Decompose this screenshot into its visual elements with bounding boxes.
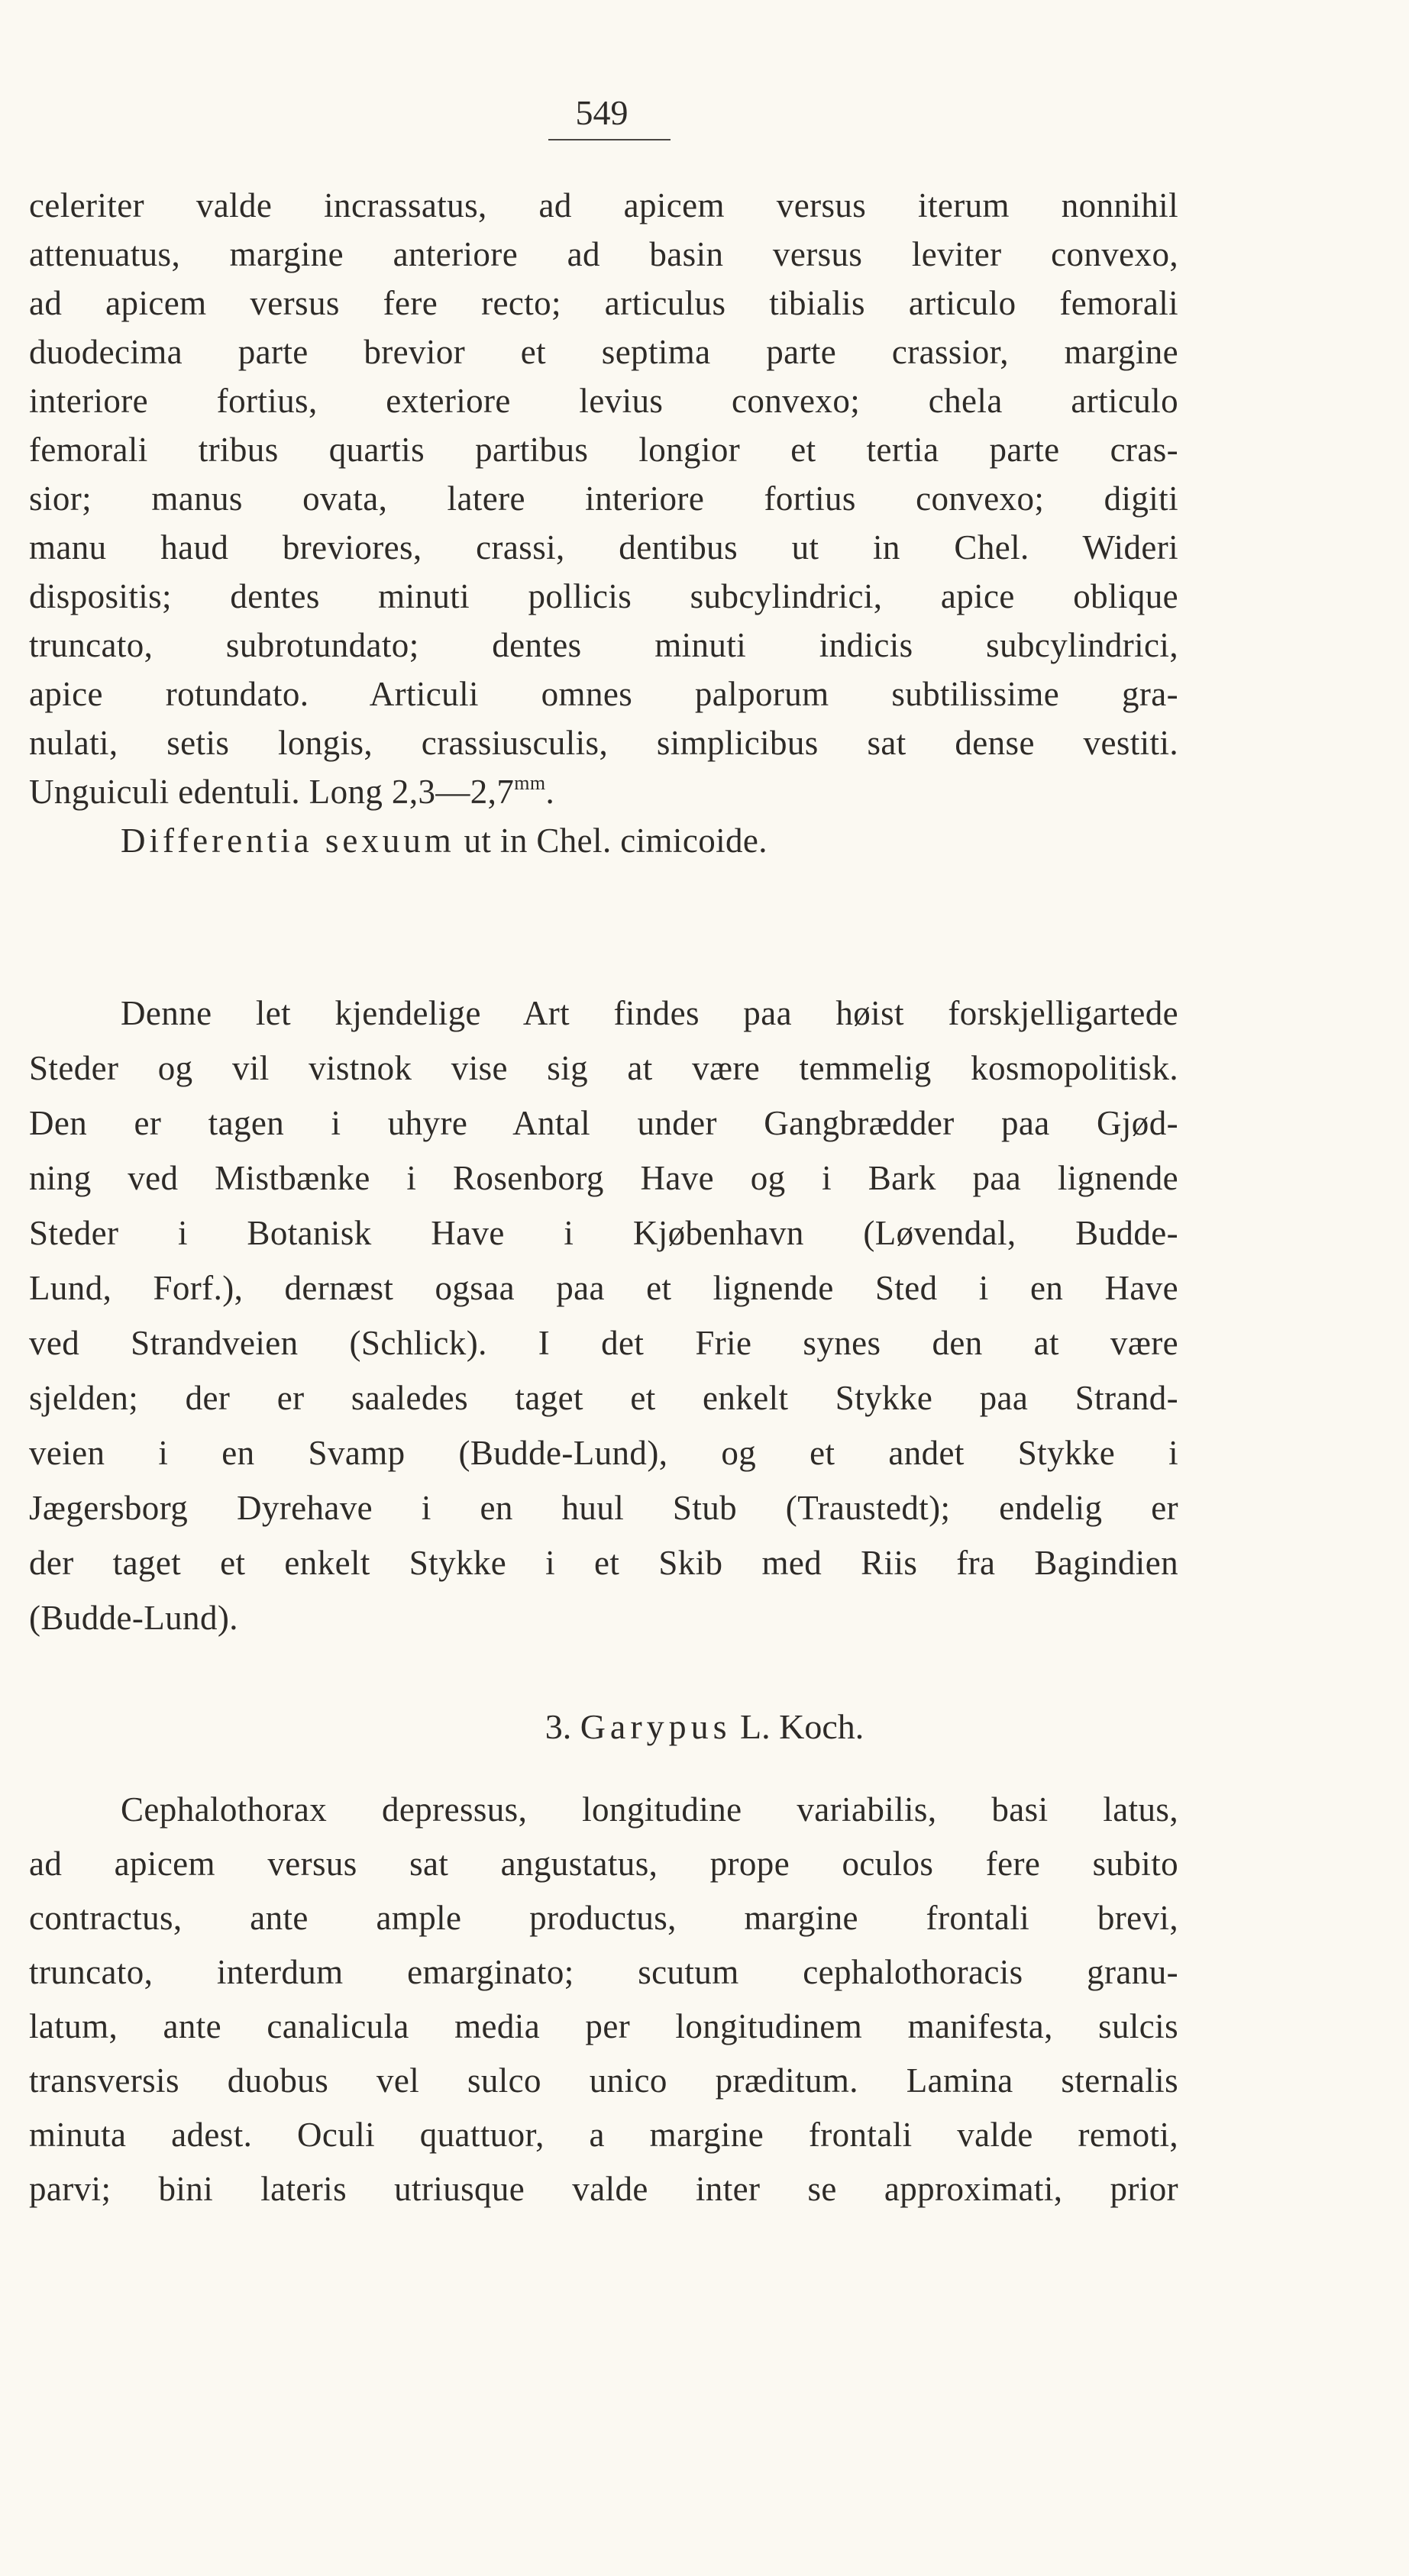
text-line: Steder og vil vistnok vise sig at være temmelig kosmopolitisk. [29,1049,1178,1087]
text-line: Lund, Forf.), dernæst ogsaa paa et lignende Sted i en Have [29,1269,1178,1307]
text-line: dispositis; dentes minuti pollicis subcylindrici, apice oblique [29,577,1178,615]
page-number-underline [548,139,671,140]
text-line: ad apicem versus fere recto; articulus tibialis articulo femorali [29,284,1178,322]
text-line: Steder i Botanisk Have i Kjøbenhavn (Løvendal, Budde- [29,1214,1178,1252]
text-line: ning ved Mistbænke i Rosenborg Have og i Bark paa lignende [29,1159,1178,1197]
text-line: (Budde-Lund). [29,1599,238,1637]
text-line: Den er tagen i uhyre Antal under Gangbrædder paa Gjød- [29,1104,1178,1142]
text-line: truncato, subrotundato; dentes minuti indicis subcylindrici, [29,626,1178,664]
text-line: contractus, ante ample productus, margine frontali brevi, [29,1899,1178,1937]
text-line: latum, ante canalicula media per longitudinem manifesta, sulcis [29,2007,1178,2045]
text-line: veien i en Svamp (Budde-Lund), og et andet Stykke i [29,1434,1178,1472]
measurement-end: . [545,773,555,811]
sexuum-rest-text: ut in Chel. cimicoide. [454,822,768,860]
section-number: 3. [545,1707,572,1746]
text-line: apice rotundato. Articuli omnes palporum subtilissime gra- [29,675,1178,713]
text-line: duodecima parte brevior et septima parte crassior, margine [29,333,1178,371]
page-number: 549 [575,93,629,132]
section-author: L. Koch. [740,1707,864,1746]
text-line: ved Strandveien (Schlick). I det Frie synes den at være [29,1324,1178,1362]
text-line: manu haud breviores, crassi, dentibus ut in Chel. Wideri [29,528,1178,567]
text-line: transversis duobus vel sulco unico præditum. Lamina sternalis [29,2061,1178,2100]
text-line: minuta adest. Oculi quattuor, a margine frontali valde remoti, [29,2116,1178,2154]
text-line: truncato, interdum emarginato; scutum cephalothoracis granu- [29,1953,1178,1991]
text-line: ad apicem versus sat angustatus, prope oculos fere subito [29,1845,1178,1883]
text-line: sjelden; der er saaledes taget et enkelt Stykke paa Strand- [29,1379,1178,1417]
text-line: interiore fortius, exteriore levius convexo; chela articulo [29,382,1178,420]
text-line: celeriter valde incrassatus, ad apicem versus iterum nonnihil [29,186,1178,224]
text-line-measurement [29,767,1178,816]
section-genus: Garypus [580,1707,732,1746]
text-line: Jægersborg Dyrehave i en huul Stub (Traustedt); endelig er [29,1489,1178,1527]
text-line: sior; manus ovata, latere interiore fortius convexo; digiti [29,479,1178,518]
sexuum-spaced-text: Differentia sexuum [121,822,455,860]
measurement-unit: mm [514,772,546,794]
sexuum-line [121,816,1178,865]
text-line: Cephalothorax depressus, longitudine variabilis, basi latus, [121,1790,1178,1829]
measurement-text: Unguiculi edentuli. Long 2,3—2,7 [29,773,515,811]
text-line: attenuatus, margine anteriore ad basin versus leviter convexo, [29,235,1178,273]
text-line: femorali tribus quartis partibus longior et tertia parte cras- [29,431,1178,469]
section-heading [0,1703,1409,1751]
text-line: Denne let kjendelige Art findes paa høist forskjelligartede [121,994,1178,1032]
text-line: der taget et enkelt Stykke i et Skib med Riis fra Bagindien [29,1544,1178,1582]
text-line: parvi; bini lateris utriusque valde inter se approximati, prior [29,2170,1178,2208]
text-line: nulati, setis longis, crassiusculis, simplicibus sat dense vestiti. [29,724,1178,762]
